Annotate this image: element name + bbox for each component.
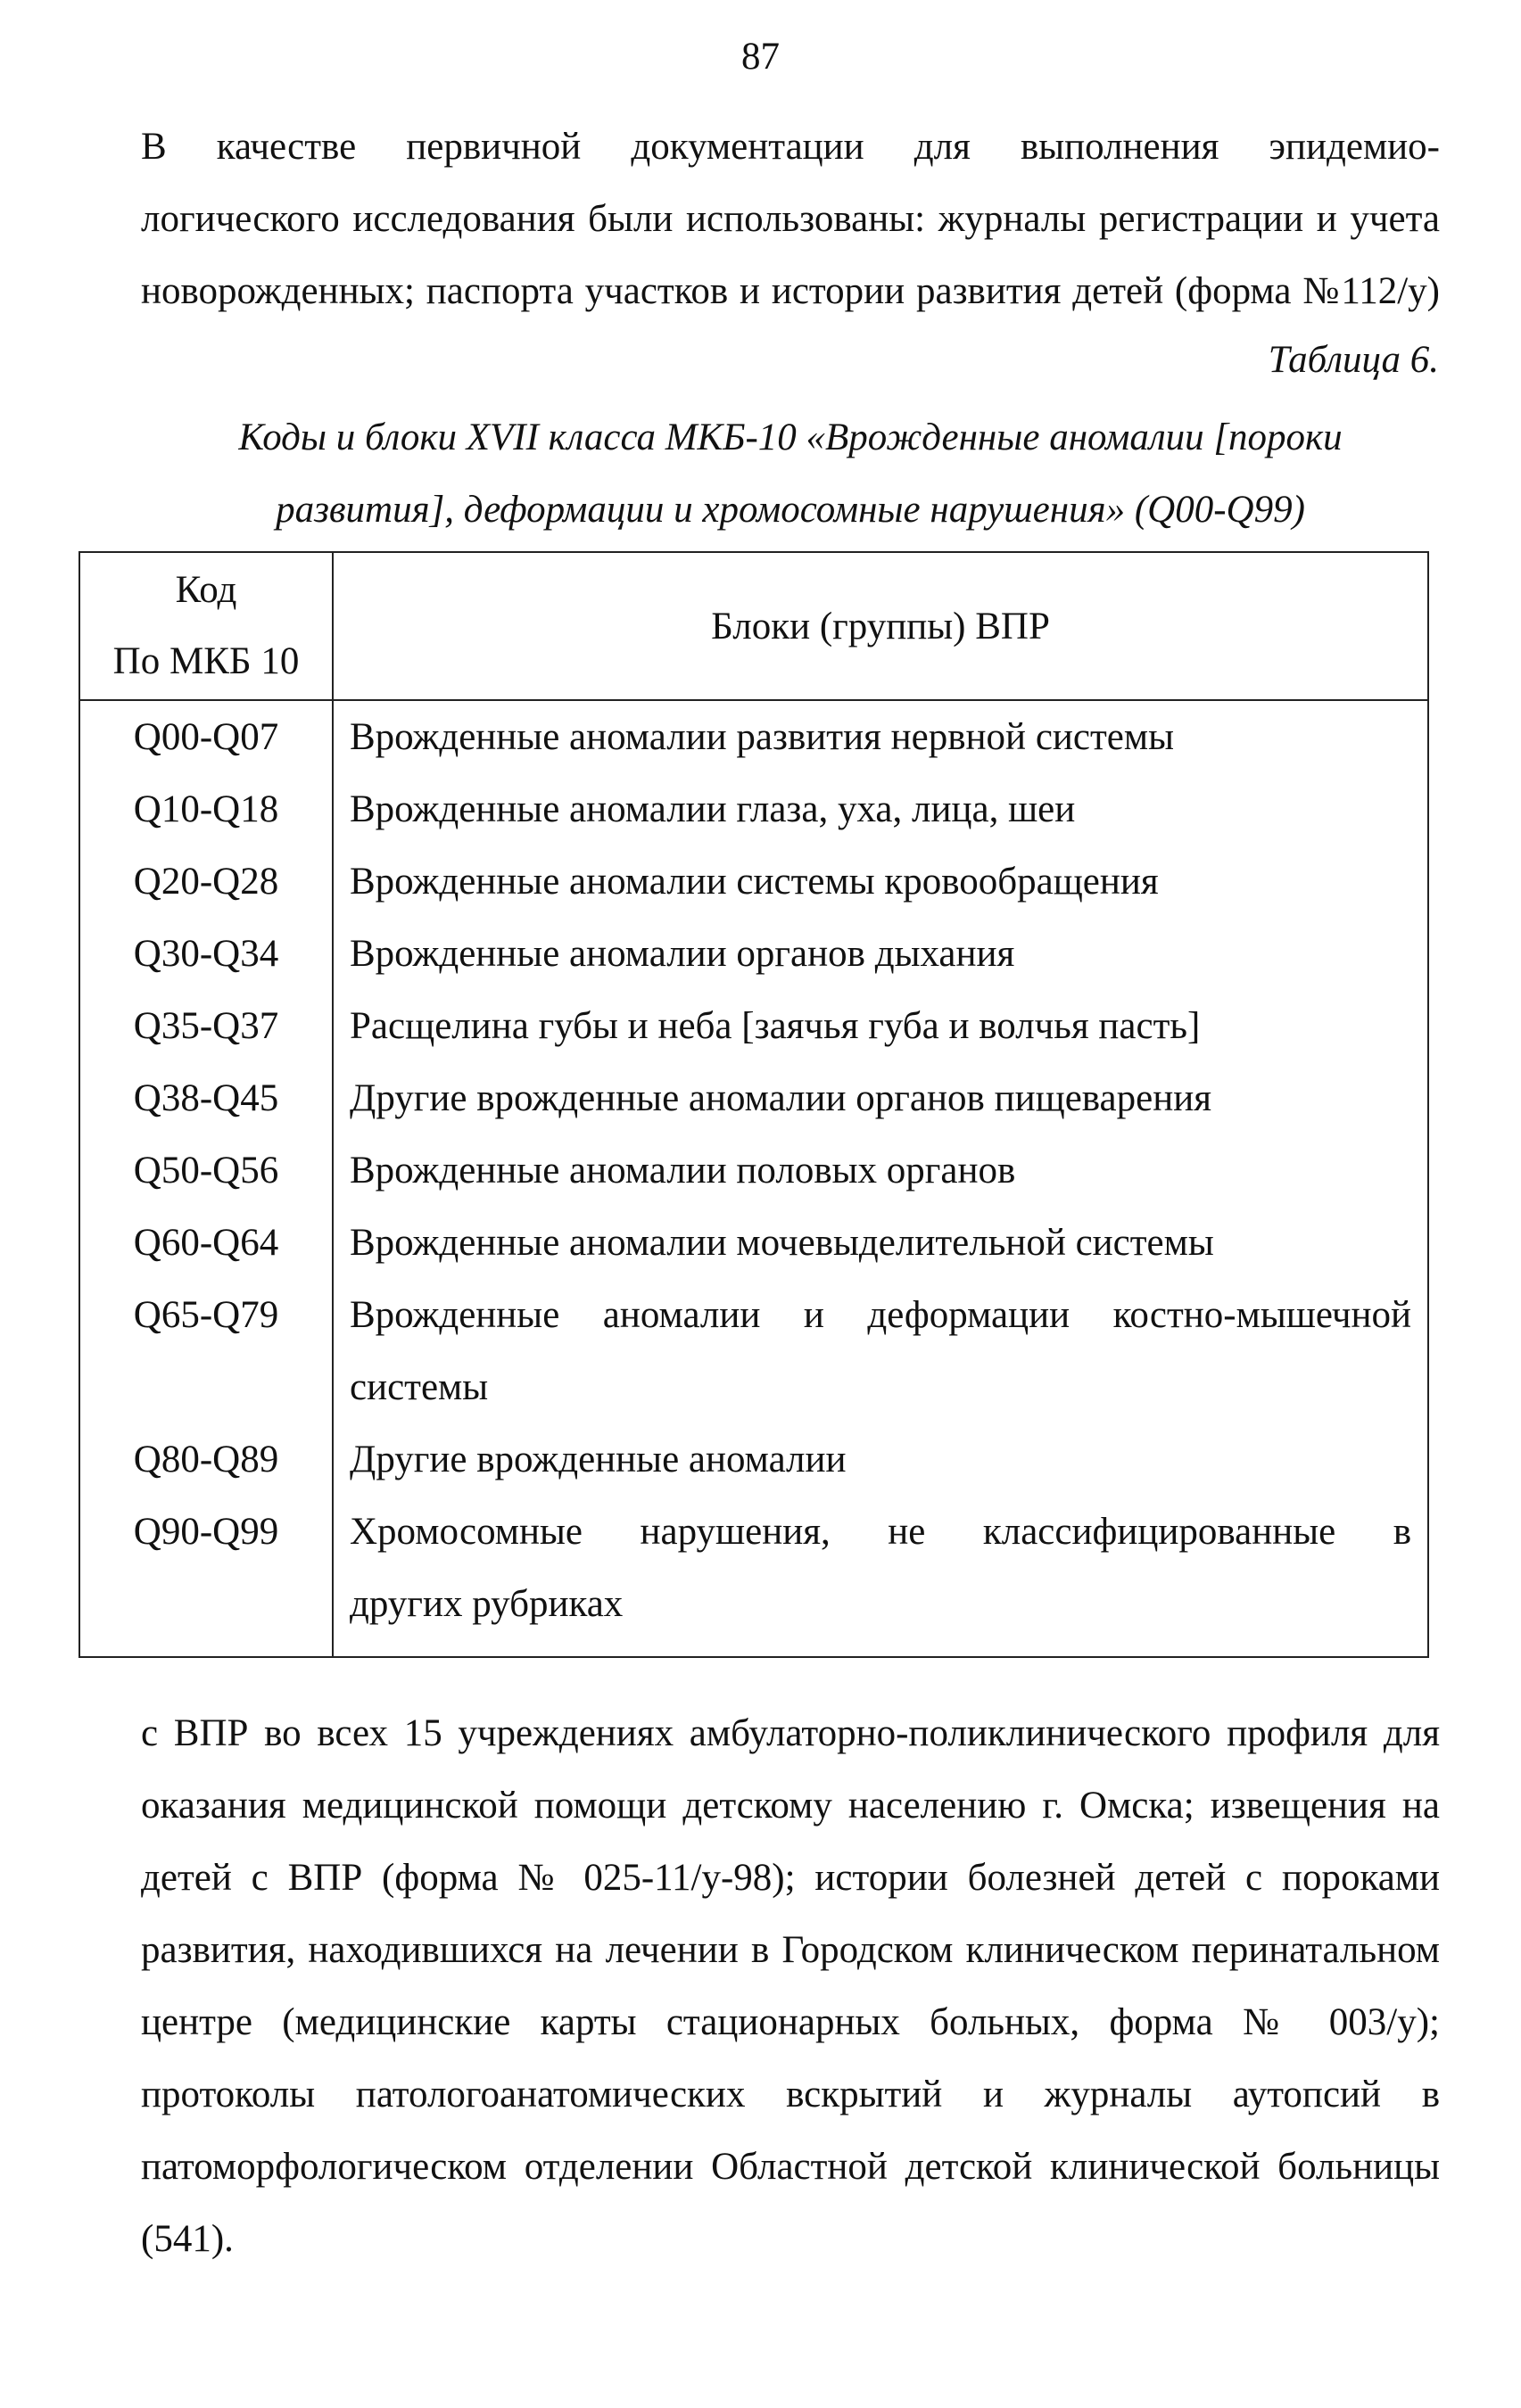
icd-code-cell: Q35-Q37 bbox=[79, 990, 333, 1062]
table-label: Таблица 6. bbox=[1268, 339, 1439, 381]
block-description-cell bbox=[333, 1062, 1428, 1134]
table-row bbox=[79, 845, 1428, 918]
table-row bbox=[79, 700, 1428, 773]
continuation-paragraph bbox=[141, 1697, 1440, 2275]
table-row bbox=[79, 1062, 1428, 1134]
block-description-cell bbox=[333, 1134, 1428, 1207]
continuation-line: (541). bbox=[141, 2218, 234, 2260]
blocks-column-header: Блоки (группы) ВПР bbox=[333, 552, 1428, 700]
code-header-line: По МКБ 10 bbox=[112, 640, 300, 682]
block-description-cell bbox=[333, 700, 1428, 773]
code-column-header bbox=[79, 552, 333, 700]
continuation-line: протоколы патологоанатомических вскрытий и журналы аутопсий в bbox=[141, 2074, 1440, 2115]
table-row bbox=[79, 1279, 1428, 1423]
icd-code-cell: Q65-Q79 bbox=[79, 1279, 333, 1423]
table-row bbox=[79, 1423, 1428, 1496]
block-description-cell bbox=[333, 1496, 1428, 1657]
table-title bbox=[141, 401, 1440, 546]
code-header-line: Код bbox=[175, 569, 237, 611]
block-description-line: Врожденные аномалии развития нервной системы bbox=[350, 716, 1174, 758]
block-description-line: Другие врожденные аномалии органов пищеварения bbox=[350, 1077, 1212, 1119]
block-description-line: Другие врожденные аномалии bbox=[350, 1439, 847, 1480]
block-description-line: системы bbox=[350, 1366, 489, 1408]
table-title-line: развития], деформации и хромосомные нарушения» (Q00-Q99) bbox=[276, 489, 1305, 531]
icd-code-cell: Q90-Q99 bbox=[79, 1496, 333, 1657]
block-description-line: Врожденные аномалии глаза, уха, лица, шеи bbox=[350, 788, 1076, 830]
icd-code-cell: Q30-Q34 bbox=[79, 918, 333, 990]
block-description-line: Врожденные аномалии мочевыделительной системы bbox=[350, 1222, 1214, 1264]
intro-line: В качестве первичной документации для выполнения эпидемио- bbox=[141, 126, 1440, 168]
block-description-cell bbox=[333, 990, 1428, 1062]
continuation-line: с ВПР во всех 15 учреждениях амбулаторно-поликлинического профиля для bbox=[141, 1712, 1440, 1754]
continuation-line: центре (медицинские карты стационарных больных, форма № 003/у); bbox=[141, 2001, 1440, 2043]
block-description-cell bbox=[333, 918, 1428, 990]
table-row bbox=[79, 773, 1428, 845]
intro-paragraph bbox=[141, 111, 1440, 327]
intro-line: новорожденных; паспорта участков и истории развития детей (форма №112/у) bbox=[141, 270, 1440, 312]
block-description-line: Врожденные аномалии половых органов bbox=[350, 1150, 1016, 1192]
table-row bbox=[79, 1134, 1428, 1207]
block-description-line: Хромосомные нарушения, не классифицированные в bbox=[350, 1511, 1411, 1553]
icd-code-cell: Q00-Q07 bbox=[79, 700, 333, 773]
table-row bbox=[79, 1496, 1428, 1657]
icd-code-cell: Q60-Q64 bbox=[79, 1207, 333, 1279]
block-description-cell bbox=[333, 773, 1428, 845]
page-number: 87 bbox=[741, 36, 780, 78]
icd-code-cell: Q80-Q89 bbox=[79, 1423, 333, 1496]
continuation-line: детей с ВПР (форма № 025-11/у-98); истории болезней детей с пороками bbox=[141, 1857, 1440, 1899]
block-description-line: Врожденные аномалии системы кровообращения bbox=[350, 861, 1159, 903]
block-description-cell bbox=[333, 1207, 1428, 1279]
table-header-row bbox=[79, 552, 1428, 700]
block-description-line: других рубриках bbox=[350, 1583, 624, 1625]
continuation-line: развития, находившихся на лечении в Городском клиническом перинатальном bbox=[141, 1929, 1440, 1971]
table-row bbox=[79, 1207, 1428, 1279]
continuation-line: оказания медицинской помощи детскому населению г. Омска; извещения на bbox=[141, 1785, 1440, 1827]
continuation-line: патоморфологическом отделении Областной детской клинической больницы bbox=[141, 2146, 1440, 2188]
block-description-cell bbox=[333, 1279, 1428, 1423]
table-body bbox=[79, 700, 1428, 1657]
block-description-cell bbox=[333, 1423, 1428, 1496]
icd-code-cell: Q20-Q28 bbox=[79, 845, 333, 918]
intro-line: логического исследования были использованы: журналы регистрации и учета bbox=[141, 198, 1440, 240]
block-description-cell bbox=[333, 845, 1428, 918]
icd-codes-table bbox=[79, 551, 1429, 1658]
icd-code-cell: Q50-Q56 bbox=[79, 1134, 333, 1207]
table-row bbox=[79, 990, 1428, 1062]
table-row bbox=[79, 918, 1428, 990]
block-description-line: Врожденные аномалии и деформации костно-мышечной bbox=[350, 1294, 1411, 1336]
icd-code-cell: Q10-Q18 bbox=[79, 773, 333, 845]
block-description-line: Врожденные аномалии органов дыхания bbox=[350, 933, 1015, 975]
table-title-line: Коды и блоки XVII класса МКБ-10 «Врожденные аномалии [пороки bbox=[238, 416, 1343, 458]
block-description-line: Расщелина губы и неба [заячья губа и волчья пасть] bbox=[350, 1005, 1201, 1047]
icd-code-cell: Q38-Q45 bbox=[79, 1062, 333, 1134]
